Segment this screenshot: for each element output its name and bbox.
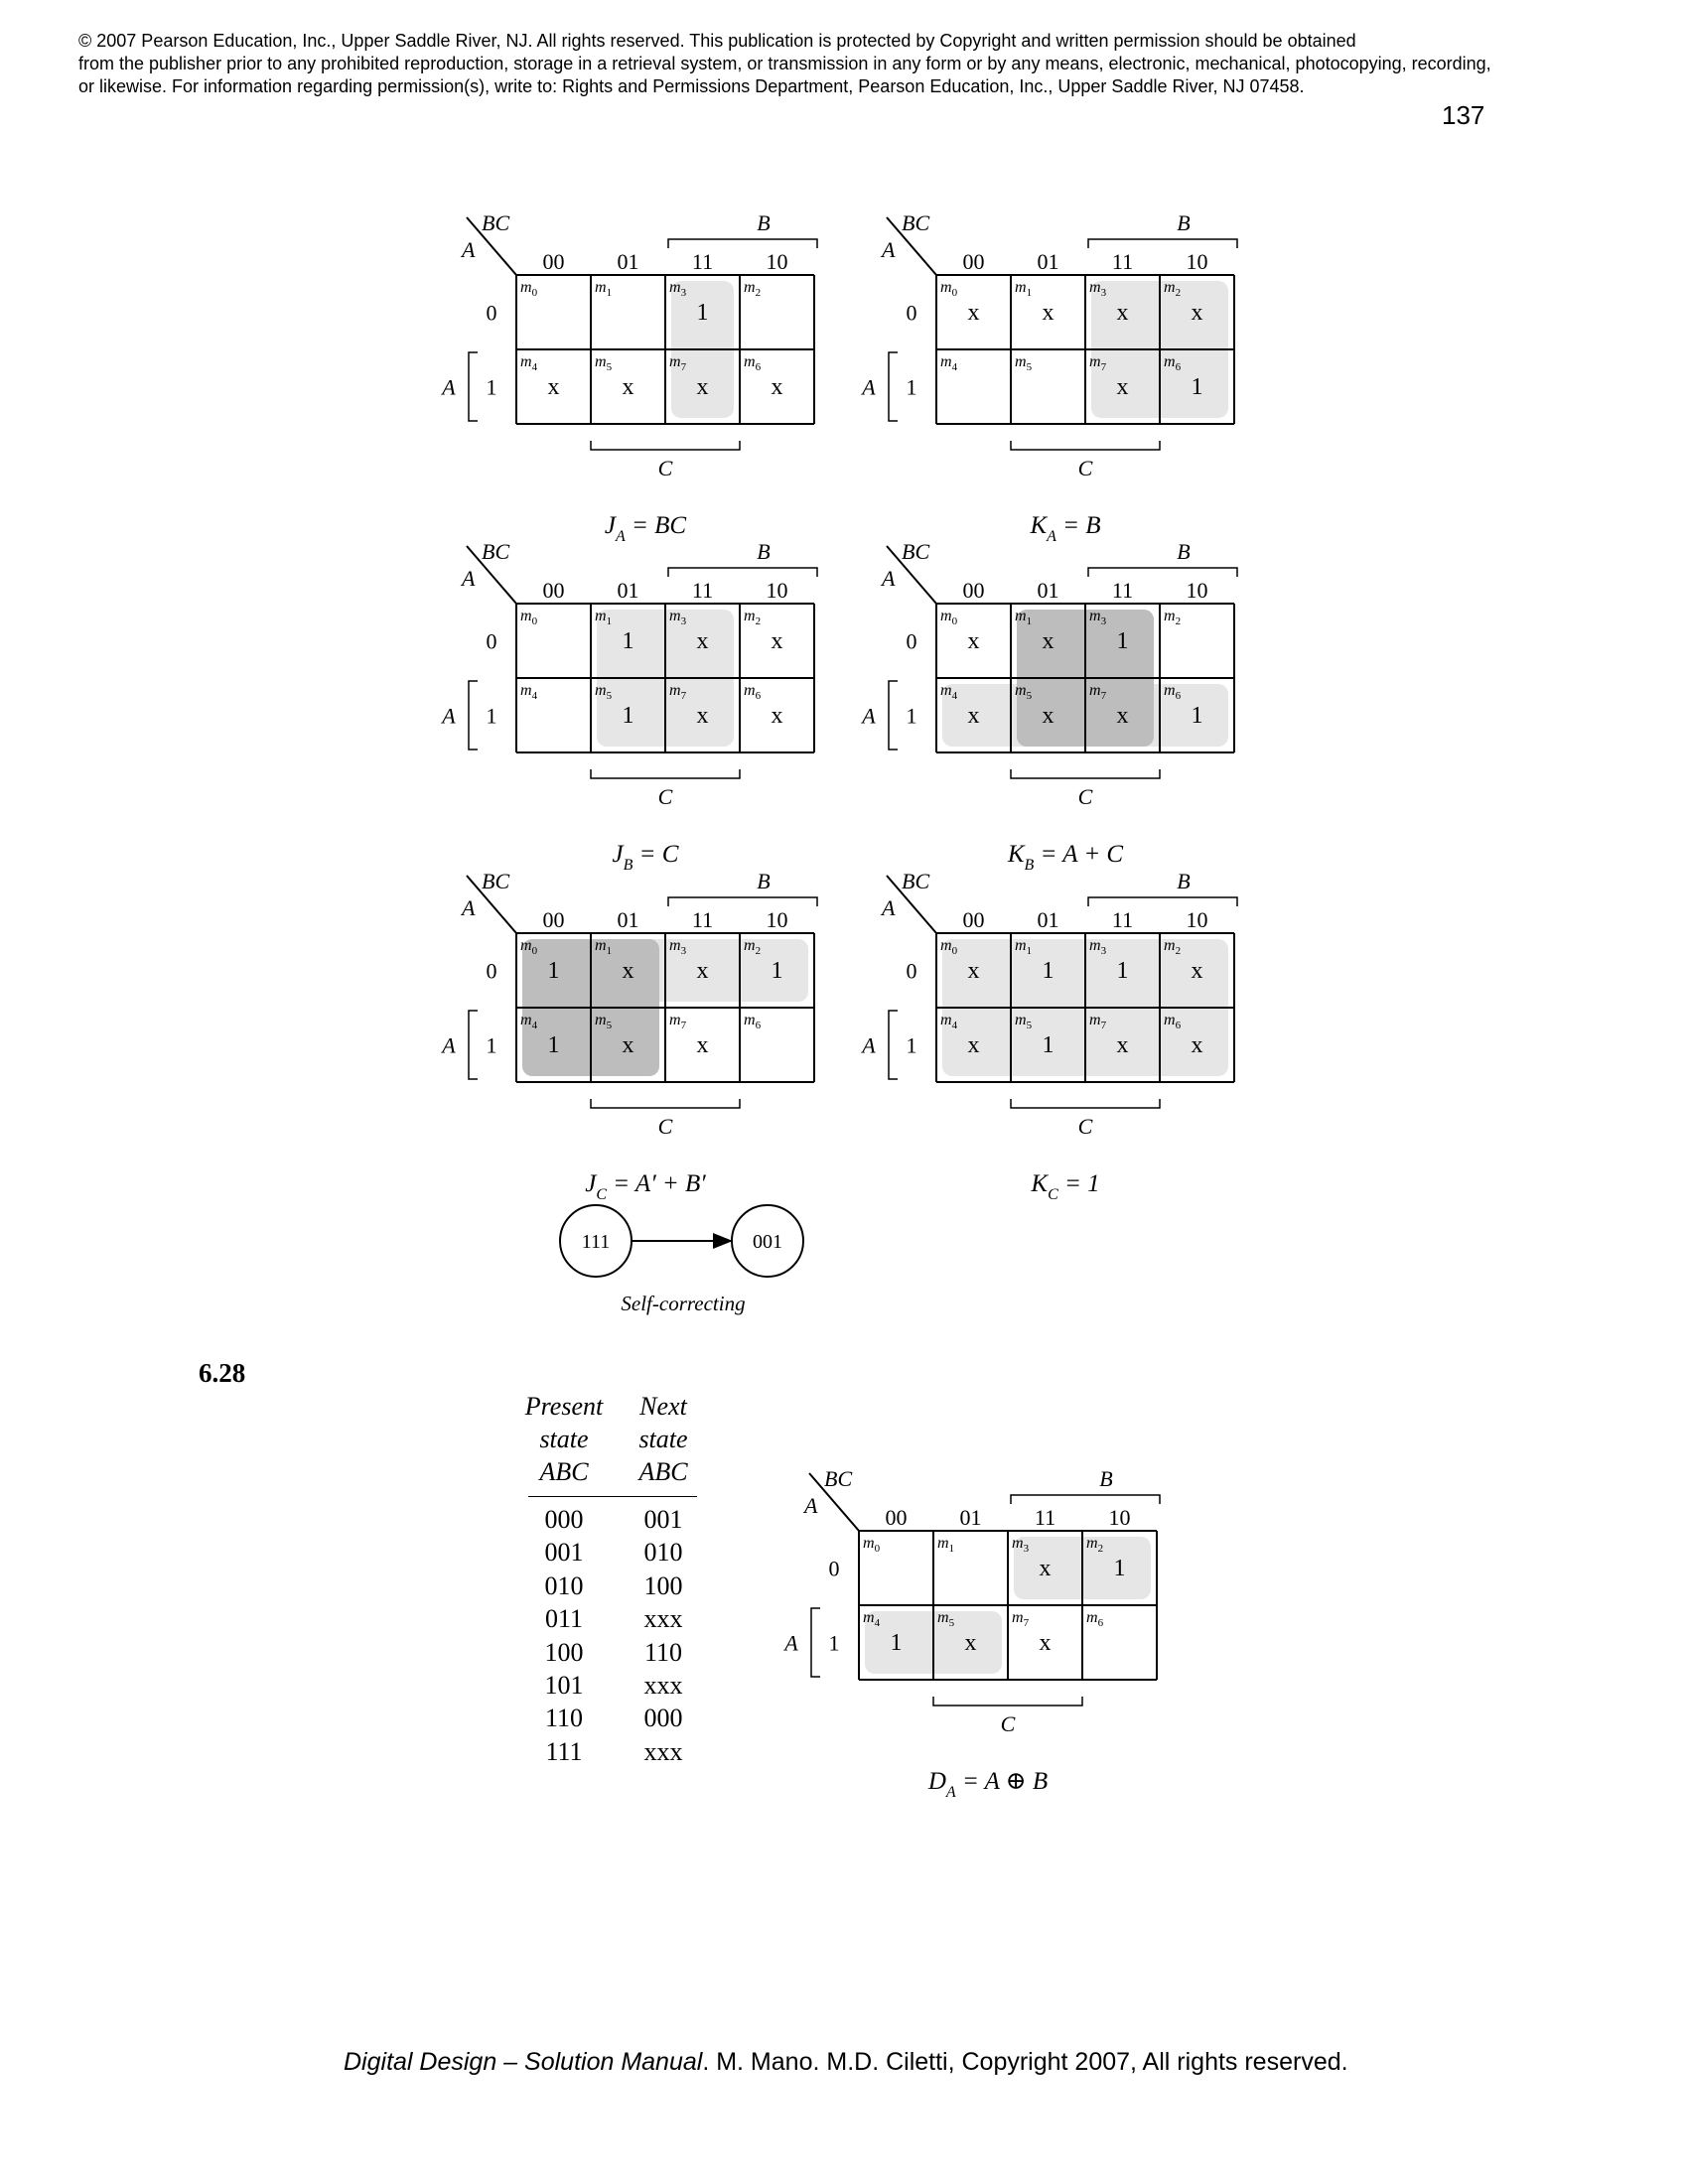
header-rule — [528, 1496, 697, 1497]
copyright-line: from the publisher prior to any prohibited reproduction, storage in a retrieval system, or transmission in any form or by any means, electronic, mechanical, photocopying, recording, — [78, 54, 1491, 73]
kmap-cell-value: x — [696, 958, 709, 984]
kmap-minterm-label: $m_2$ — [1164, 608, 1182, 627]
kmap-col-code: 11 — [691, 249, 714, 274]
kmap-b-label: B — [757, 869, 771, 893]
kmap-row-var: A — [462, 237, 476, 262]
kmap-equation: $D_A = A$ ⊕ B — [927, 1768, 1049, 1801]
kmap-minterm-label: $m_7$ — [669, 1012, 687, 1031]
next-state: 110 — [643, 1637, 683, 1667]
kmap-cell-value: x — [1042, 628, 1055, 654]
kmap-c-bracket — [933, 1697, 1082, 1706]
kmap-cell-value: x — [964, 1630, 977, 1656]
kmap-minterm-label: $m_4$ — [940, 682, 958, 702]
kmap-minterm-label: $m_7$ — [669, 353, 687, 373]
problem-number: 6.28 — [199, 1358, 246, 1388]
kmap-cell-value: x — [967, 300, 980, 326]
kmap-cell-value: x — [622, 374, 634, 400]
kmap-minterm-label: $m_7$ — [1089, 353, 1107, 373]
kmap-a-label: A — [784, 1630, 798, 1656]
table-row — [514, 1570, 713, 1602]
kmap-c-label: C — [1000, 1711, 1016, 1736]
kmap-col-var: BC — [482, 869, 510, 893]
kmap-b-label: B — [1177, 539, 1191, 564]
kmap-minterm-label: $m_2$ — [744, 279, 762, 299]
kmap-col-code: 00 — [885, 1505, 908, 1530]
kmap-row-var: A — [462, 895, 476, 920]
kmap-cell-value: x — [771, 628, 783, 654]
kmap-minterm-label: $m_2$ — [744, 937, 762, 957]
kmap-col-code: 11 — [1111, 578, 1134, 603]
kmap-minterm-label: $m_6$ — [744, 682, 762, 702]
kmap-minterm-label: $m_4$ — [520, 682, 538, 702]
kmap-c-bracket — [1011, 1099, 1160, 1108]
kmap-a-label: A — [442, 703, 456, 729]
kmap-a-label: A — [442, 1032, 456, 1058]
kmap-minterm-label: $m_4$ — [940, 353, 958, 373]
kmap-minterm-label: $m_1$ — [595, 937, 613, 957]
kmap-cell-value: x — [622, 958, 634, 984]
kmap-cell-value: x — [696, 628, 709, 654]
kmap-row-code: 1 — [828, 1630, 840, 1656]
kmap-minterm-label: $m_6$ — [744, 1012, 762, 1031]
kmap-row-code: 0 — [486, 628, 497, 654]
footer-title: Digital Design – Solution Manual — [344, 2048, 703, 2076]
kmap-minterm-label: $m_3$ — [669, 937, 687, 957]
kmap-cell-value: x — [1116, 703, 1129, 729]
kmap-minterm-label: $m_0$ — [940, 937, 958, 957]
kmap-cell-value: 1 — [1113, 1556, 1126, 1581]
kmap-row-var: A — [882, 895, 896, 920]
kmap-cell-value: x — [1042, 300, 1055, 326]
kmap-minterm-label: $m_1$ — [595, 608, 613, 627]
kmap-minterm-label: $m_7$ — [669, 682, 687, 702]
kmap-c-label: C — [657, 456, 673, 480]
table-row — [514, 1503, 713, 1536]
next-state: 100 — [643, 1570, 683, 1600]
kmap-col-code: 11 — [1111, 907, 1134, 932]
kmap-b-label: B — [1177, 869, 1191, 893]
kmap-minterm-label: $m_5$ — [595, 682, 613, 702]
kmap-cell-value: x — [696, 703, 709, 729]
kmap-cell-value: x — [967, 958, 980, 984]
kmap-minterm-label: $m_3$ — [1089, 279, 1107, 299]
kmap-cell-value: x — [1116, 374, 1129, 400]
kmap-a-bracket — [469, 1011, 478, 1079]
kmap-da — [765, 1466, 1201, 1801]
kmap-equation: $J_C = A' + B'$ — [585, 1170, 706, 1203]
kmap-cell-value: 1 — [890, 1630, 903, 1656]
kmap-b-bracket — [1088, 568, 1237, 577]
kmap-cell-value: x — [1116, 1032, 1129, 1058]
kmap-row-var: A — [804, 1493, 818, 1518]
kmap-kb — [842, 539, 1279, 874]
present-state: 001 — [544, 1538, 584, 1568]
kmap-minterm-label: $m_5$ — [1015, 1012, 1033, 1031]
kmap-minterm-label: $m_0$ — [520, 937, 538, 957]
kmap-minterm-label: $m_2$ — [1164, 279, 1182, 299]
present-state: 110 — [544, 1704, 584, 1733]
present-state-header — [514, 1390, 614, 1488]
kmap-cell-value: x — [771, 703, 783, 729]
kmap-cell-value: 1 — [696, 300, 709, 326]
next-state: xxx — [643, 1604, 683, 1634]
kmap-a-label: A — [442, 374, 456, 400]
copyright-line: © 2007 Pearson Education, Inc., Upper Saddle River, NJ. All rights reserved. This publication is protected by Copyright and written permission should be obtained — [78, 31, 1356, 51]
kmap-minterm-label: $m_6$ — [744, 353, 762, 373]
state-diagram-caption: Self-correcting — [621, 1292, 746, 1315]
kmap-col-code: 00 — [542, 578, 565, 603]
kmap-minterm-label: $m_1$ — [1015, 608, 1033, 627]
kmap-b-bracket — [668, 897, 817, 906]
kmap-minterm-label: $m_6$ — [1164, 1012, 1182, 1031]
kmap-minterm-label: $m_1$ — [595, 279, 613, 299]
kmap-col-code: 11 — [1034, 1505, 1056, 1530]
kmap-cell-value: 1 — [622, 628, 634, 654]
kmap-col-var: BC — [902, 539, 930, 564]
kmap-equation: $K_B = A + C$ — [1007, 841, 1124, 874]
kmap-b-bracket — [1088, 239, 1237, 248]
kmap-b-bracket — [668, 239, 817, 248]
kmap-minterm-label: $m_1$ — [1015, 937, 1033, 957]
kmap-c-label: C — [657, 784, 673, 809]
kmap-col-var: BC — [482, 210, 510, 235]
kmap-c-label: C — [1077, 456, 1093, 480]
kmap-minterm-label: $m_5$ — [1015, 682, 1033, 702]
kmap-col-code: 00 — [962, 907, 985, 932]
kmap-a-bracket — [889, 1011, 898, 1079]
kmap-row-var: A — [462, 566, 476, 591]
kmap-row-code: 0 — [486, 300, 497, 326]
kmap-minterm-label: $m_6$ — [1086, 1609, 1104, 1629]
table-row — [514, 1702, 713, 1734]
kmap-cell-value: x — [547, 374, 560, 400]
kmap-cell-value: x — [1191, 300, 1203, 326]
kmap-row-code: 1 — [906, 703, 917, 729]
kmap-col-code: 01 — [959, 1505, 982, 1530]
kmap-cell-value: x — [1039, 1556, 1052, 1581]
kmap-col-code: 11 — [691, 578, 714, 603]
kmap-cell-value: x — [1116, 300, 1129, 326]
kmap-b-bracket — [1088, 897, 1237, 906]
kmap-a-bracket — [889, 681, 898, 750]
kmap-minterm-label: $m_0$ — [940, 279, 958, 299]
kmap-col-code: 01 — [617, 249, 639, 274]
present-state: 000 — [544, 1505, 584, 1534]
header-line: ABC — [539, 1457, 589, 1486]
kmap-minterm-label: $m_0$ — [863, 1535, 881, 1555]
kmap-minterm-label: $m_5$ — [1015, 353, 1033, 373]
present-state: 100 — [544, 1637, 584, 1667]
kmap-kc — [842, 869, 1279, 1203]
kmap-col-code: 01 — [1037, 249, 1059, 274]
kmap-cell-value: x — [771, 374, 783, 400]
kmap-minterm-label: $m_5$ — [937, 1609, 955, 1629]
kmap-minterm-label: $m_6$ — [1164, 353, 1182, 373]
kmap-b-bracket — [668, 568, 817, 577]
kmap-col-code: 10 — [766, 578, 788, 603]
kmap-equation: $K_C = 1$ — [1031, 1170, 1100, 1203]
kmap-row-code: 0 — [906, 628, 917, 654]
kmap-cell-value: 1 — [547, 958, 560, 984]
kmap-minterm-label: $m_0$ — [940, 608, 958, 627]
header-line: ABC — [638, 1457, 688, 1486]
kmap-col-code: 10 — [766, 907, 788, 932]
state-diagram — [551, 1196, 829, 1325]
copyright-line: or likewise. For information regarding permission(s), write to: Rights and Permissions Department, Pearson Education, Inc., Upper Saddle River, NJ 07458. — [78, 76, 1305, 96]
kmap-cell-value: 1 — [1191, 374, 1203, 400]
kmap-a-bracket — [811, 1608, 820, 1677]
kmap-cell-value: 1 — [1116, 958, 1129, 984]
kmap-cell-value: 1 — [622, 703, 634, 729]
kmap-col-code: 10 — [766, 249, 788, 274]
kmap-row-code: 0 — [906, 958, 917, 984]
kmap-ka — [842, 210, 1279, 545]
kmap-minterm-label: $m_1$ — [937, 1535, 955, 1555]
kmap-c-label: C — [1077, 1114, 1093, 1139]
kmap-col-code: 01 — [617, 578, 639, 603]
kmap-b-label: B — [757, 210, 771, 235]
kmap-minterm-label: $m_1$ — [1015, 279, 1033, 299]
kmap-col-code: 01 — [617, 907, 639, 932]
kmap-minterm-label: $m_4$ — [520, 1012, 538, 1031]
kmap-a-label: A — [862, 703, 876, 729]
kmap-minterm-label: $m_4$ — [940, 1012, 958, 1031]
table-row — [514, 1602, 713, 1635]
next-state: 001 — [643, 1505, 683, 1534]
next-state: 010 — [643, 1538, 683, 1568]
kmap-cell-value: x — [967, 628, 980, 654]
kmap-a-label: A — [862, 1032, 876, 1058]
kmap-row-code: 1 — [486, 374, 497, 400]
kmap-b-label: B — [1099, 1466, 1113, 1491]
kmap-c-label: C — [657, 1114, 673, 1139]
kmap-col-var: BC — [902, 210, 930, 235]
kmap-a-bracket — [469, 681, 478, 750]
kmap-col-code: 01 — [1037, 907, 1059, 932]
kmap-col-code: 01 — [1037, 578, 1059, 603]
page-number: 137 — [1442, 100, 1485, 130]
kmap-minterm-label: $m_0$ — [520, 279, 538, 299]
kmap-a-bracket — [889, 352, 898, 421]
header-line: state — [638, 1425, 688, 1453]
kmap-row-var: A — [882, 237, 896, 262]
kmap-minterm-label: $m_3$ — [1012, 1535, 1030, 1555]
table-row — [514, 1669, 713, 1702]
kmap-cell-value: x — [622, 1032, 634, 1058]
kmap-equation: $K_A = B$ — [1030, 512, 1101, 545]
kmap-col-code: 00 — [542, 907, 565, 932]
state-table-header — [514, 1390, 713, 1488]
kmap-cell-value: 1 — [1191, 703, 1203, 729]
kmap-row-var: A — [882, 566, 896, 591]
header-line: Present — [524, 1392, 604, 1421]
kmap-cell-value: x — [1039, 1630, 1052, 1656]
copyright-notice — [78, 30, 1627, 98]
kmap-c-bracket — [591, 441, 740, 450]
kmap-col-code: 10 — [1186, 907, 1208, 932]
kmap-row-code: 1 — [906, 374, 917, 400]
kmap-minterm-label: $m_3$ — [1089, 608, 1107, 627]
next-state-header — [614, 1390, 713, 1488]
kmap-cell-value: x — [967, 1032, 980, 1058]
kmap-c-bracket — [591, 769, 740, 778]
kmap-minterm-label: $m_3$ — [669, 608, 687, 627]
kmap-col-code: 11 — [1111, 249, 1134, 274]
kmap-col-code: 10 — [1186, 578, 1208, 603]
kmap-row-code: 1 — [486, 1032, 497, 1058]
kmap-col-code: 10 — [1108, 1505, 1131, 1530]
kmap-cell-value: 1 — [771, 958, 783, 984]
kmap-c-bracket — [1011, 441, 1160, 450]
kmap-col-var: BC — [824, 1466, 853, 1491]
kmap-b-label: B — [1177, 210, 1191, 235]
kmap-minterm-label: $m_7$ — [1089, 1012, 1107, 1031]
kmap-equation: $J_A$ = BC — [604, 512, 687, 545]
kmap-row-code: 0 — [828, 1556, 840, 1581]
kmap-jb — [422, 539, 859, 874]
present-state: 010 — [544, 1570, 584, 1600]
kmap-cell-value: 1 — [1116, 628, 1129, 654]
kmap-minterm-label: $m_6$ — [1164, 682, 1182, 702]
present-state: 101 — [544, 1671, 584, 1701]
kmap-col-code: 00 — [962, 578, 985, 603]
state-table — [514, 1390, 713, 1768]
present-state: 011 — [544, 1604, 584, 1634]
kmap-c-bracket — [591, 1099, 740, 1108]
kmap-minterm-label: $m_0$ — [520, 608, 538, 627]
state-label-from: 111 — [581, 1231, 611, 1253]
kmap-equation: $J_B = C$ — [612, 841, 679, 874]
kmap-col-code: 11 — [691, 907, 714, 932]
kmap-a-label: A — [862, 374, 876, 400]
kmap-cell-value: 1 — [1042, 958, 1055, 984]
kmap-a-bracket — [469, 352, 478, 421]
header-line: state — [539, 1425, 589, 1453]
kmap-jc — [422, 869, 859, 1203]
footer-credits: . M. Mano. M.D. Ciletti, Copyright 2007, All rights reserved. — [702, 2048, 1348, 2076]
kmap-b-label: B — [757, 539, 771, 564]
header-line: Next — [639, 1392, 687, 1421]
kmap-minterm-label: $m_4$ — [863, 1609, 881, 1629]
kmap-col-code: 00 — [962, 249, 985, 274]
kmap-minterm-label: $m_7$ — [1089, 682, 1107, 702]
footer — [344, 2048, 1348, 2077]
kmap-minterm-label: $m_5$ — [595, 1012, 613, 1031]
kmap-row-code: 0 — [486, 958, 497, 984]
kmap-cell-value: 1 — [547, 1032, 560, 1058]
kmap-row-code: 0 — [906, 300, 917, 326]
table-row — [514, 1735, 713, 1768]
kmap-cell-value: 1 — [1042, 1032, 1055, 1058]
kmap-b-bracket — [1011, 1495, 1160, 1504]
kmap-col-var: BC — [902, 869, 930, 893]
kmap-cell-value: x — [696, 1032, 709, 1058]
kmap-row-code: 1 — [906, 1032, 917, 1058]
kmap-row-code: 1 — [486, 703, 497, 729]
kmap-minterm-label: $m_2$ — [1086, 1535, 1104, 1555]
kmap-minterm-label: $m_7$ — [1012, 1609, 1030, 1629]
table-row — [514, 1636, 713, 1669]
kmap-minterm-label: $m_3$ — [669, 279, 687, 299]
kmap-cell-value: x — [696, 374, 709, 400]
present-state: 111 — [545, 1736, 583, 1766]
kmap-c-bracket — [1011, 769, 1160, 778]
next-state: xxx — [643, 1671, 683, 1701]
next-state: xxx — [643, 1736, 683, 1766]
kmap-cell-value: x — [967, 703, 980, 729]
kmap-minterm-label: $m_2$ — [744, 608, 762, 627]
kmap-minterm-label: $m_2$ — [1164, 937, 1182, 957]
state-label-to: 001 — [753, 1231, 782, 1253]
kmap-col-code: 10 — [1186, 249, 1208, 274]
kmap-minterm-label: $m_3$ — [1089, 937, 1107, 957]
kmap-ja — [422, 210, 859, 545]
kmap-cell-value: x — [1042, 703, 1055, 729]
kmap-cell-value: x — [1191, 1032, 1203, 1058]
kmap-minterm-label: $m_4$ — [520, 353, 538, 373]
kmap-col-var: BC — [482, 539, 510, 564]
next-state: 000 — [643, 1704, 683, 1733]
kmap-c-label: C — [1077, 784, 1093, 809]
kmap-cell-value: x — [1191, 958, 1203, 984]
kmap-col-code: 00 — [542, 249, 565, 274]
table-row — [514, 1536, 713, 1569]
kmap-minterm-label: $m_5$ — [595, 353, 613, 373]
